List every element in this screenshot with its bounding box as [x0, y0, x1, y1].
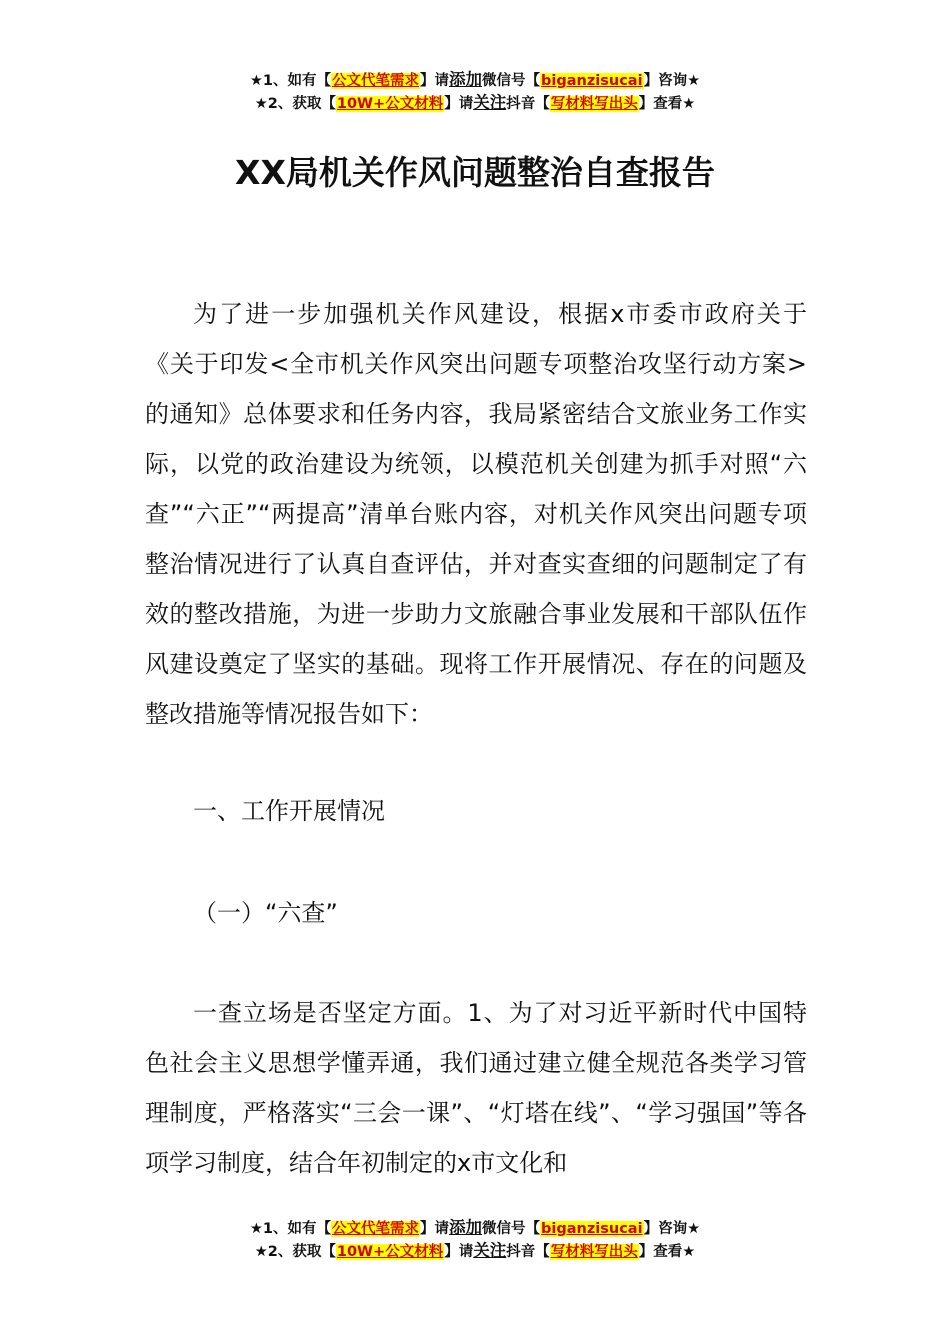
- subsection-heading: （一）“六查”: [193, 899, 338, 927]
- document-title: XX局机关作风问题整治自查报告: [235, 153, 715, 192]
- highlight-ghostwriting: 公文代笔需求: [332, 73, 420, 89]
- highlight-ghostwriting: 公文代笔需求: [332, 1221, 420, 1237]
- highlight-douyin: 写材料写出头: [550, 96, 638, 112]
- banner-line-2: ★2、获取【10W+公文材料】请关注抖音【写材料写出头】查看★: [254, 1241, 696, 1260]
- banner-line-2: ★2、获取【10W+公文材料】请关注抖音【写材料写出头】查看★: [254, 93, 696, 112]
- footer-banner: [0, 1216, 950, 1262]
- highlight-wechat-id: biganzisucai: [541, 1221, 643, 1237]
- section-heading: 一、工作开展情况: [193, 797, 385, 825]
- banner-line-1: ★1、如有【公文代笔需求】请添加微信号【biganzisucai】咨询★: [249, 70, 701, 89]
- intro-paragraph: 为了进一步加强机关作风建设，根据x市委市政府关于《关于印发<全市机关作风突出问题专项整治攻坚行动方案>的通知》总体要求和任务内容，我局紧密结合文旅业务工作实际，以党的政治建设为统领，以模范机关创建为抓手对照“六查”“六正”“两提高”清单台账内容，对机关作风突出问题专项整治情况进行了认真自查评估，并对查实查细的问题制定了有效的整改措施，为进一步助力文旅融合事业发展和干部队伍作风建设奠定了坚实的基础。现将工作开展情况、存在的问题及整改措施等情况报告如下：: [145, 300, 807, 728]
- body-paragraph: 一查立场是否坚定方面。1、为了对习近平新时代中国特色社会主义思想学懂弄通，我们通过建立健全规范各类学习管理制度，严格落实“三会一课”、“灯塔在线”、“学习强国”等各项学习制度，结合年初制定的x市文化和: [145, 999, 807, 1177]
- highlight-materials: 10W+公文材料: [336, 1244, 444, 1260]
- header-banner: [0, 68, 950, 114]
- highlight-douyin: 写材料写出头: [550, 1244, 638, 1260]
- banner-line-1: ★1、如有【公文代笔需求】请添加微信号【biganzisucai】咨询★: [249, 1218, 701, 1237]
- highlight-wechat-id: biganzisucai: [541, 73, 643, 89]
- highlight-materials: 10W+公文材料: [336, 96, 444, 112]
